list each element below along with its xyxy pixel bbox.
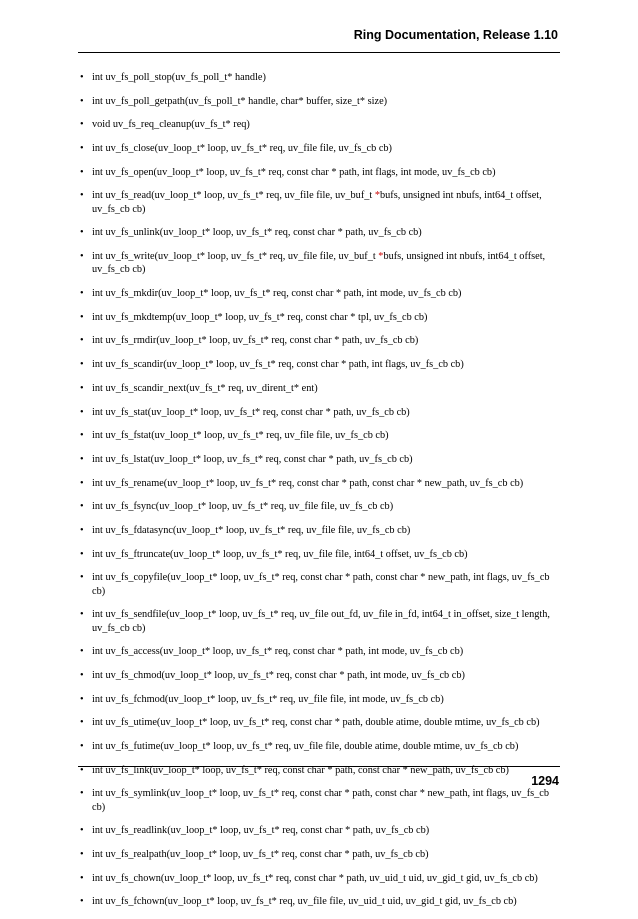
page-number: 1294 — [531, 774, 559, 788]
function-signature-item — [78, 716, 560, 729]
function-signature — [92, 190, 542, 214]
signature-text: int uv_fs_copyfile(uv_loop_t* loop, uv_fs_t* req, const char * path, const char * new_path, int flags, uv_fs_cb cb) — [92, 572, 550, 597]
function-signature — [92, 312, 427, 323]
function-signature-item — [78, 287, 560, 300]
function-signature-item — [78, 571, 560, 598]
signature-text: bufs, unsigned int nbufs, int64_t offset, uv_fs_cb cb) — [92, 251, 546, 276]
function-list — [78, 71, 560, 919]
function-signature — [92, 119, 250, 130]
signature-text: int uv_fs_poll_getpath(uv_fs_poll_t* handle, char* buffer, size_t* size) — [92, 95, 388, 107]
bullet-icon: • — [80, 741, 84, 753]
bullet-icon: • — [80, 95, 84, 107]
bullet-icon: • — [80, 646, 84, 658]
bullet-icon: • — [80, 119, 84, 131]
signature-text: int uv_fs_poll_stop(uv_fs_poll_t* handle) — [92, 72, 266, 83]
signature-text: int uv_fs_access(uv_loop_t* loop, uv_fs_t* req, const char * path, int mode, uv_fs_cb cb) — [92, 646, 464, 658]
function-signature — [92, 849, 429, 860]
signature-text: int uv_fs_write(uv_loop_t* loop, uv_fs_t* req, uv_file file, uv_buf_t — [92, 251, 379, 263]
function-signature — [92, 430, 389, 441]
signature-text: int uv_fs_scandir_next(uv_fs_t* req, uv_dirent_t* ent) — [92, 382, 318, 394]
function-signature — [92, 825, 429, 836]
bullet-icon: • — [80, 548, 84, 560]
function-signature — [92, 227, 422, 238]
function-signature-item — [78, 524, 560, 537]
function-signature — [92, 359, 464, 370]
function-signature-item — [78, 787, 560, 814]
function-signature-item — [78, 406, 560, 419]
function-signature — [92, 96, 387, 107]
bullet-icon: • — [80, 825, 84, 837]
signature-text: void uv_fs_req_cleanup(uv_fs_t* req) — [92, 119, 250, 131]
function-signature — [92, 717, 540, 728]
bullet-icon: • — [80, 335, 84, 347]
signature-text: int uv_fs_close(uv_loop_t* loop, uv_fs_t* req, uv_file file, uv_fs_cb cb) — [92, 143, 392, 155]
bullet-icon: • — [80, 227, 84, 239]
bullet-icon: • — [80, 430, 84, 442]
function-signature — [92, 572, 550, 596]
bullet-icon: • — [80, 717, 84, 729]
bullet-icon: • — [80, 166, 84, 178]
function-signature — [92, 741, 518, 752]
function-signature-item — [78, 500, 560, 513]
bullet-icon: • — [80, 382, 84, 394]
signature-text: int uv_fs_rename(uv_loop_t* loop, uv_fs_t* req, const char * path, const char * new_path, uv_fs_cb cb) — [92, 477, 524, 489]
running-header-title: Ring Documentation, Release 1.10 — [353, 28, 558, 42]
bullet-icon: • — [80, 406, 84, 418]
function-signature — [92, 478, 523, 489]
function-signature — [92, 549, 468, 560]
signature-text: int uv_fs_symlink(uv_loop_t* loop, uv_fs_t* req, const char * path, const char * new_path, int flags, uv_fs_cb cb) — [92, 788, 549, 813]
function-signature-item — [78, 334, 560, 347]
signature-text: int uv_fs_fchown(uv_loop_t* loop, uv_fs_t* req, uv_file file, uv_uid_t uid, uv_gid_t gid, uv_fs_cb cb) — [92, 896, 517, 908]
signature-text: int uv_fs_mkdir(uv_loop_t* loop, uv_fs_t* req, const char * path, int mode, uv_fs_cb cb) — [92, 288, 462, 300]
function-signature — [92, 251, 545, 275]
function-signature-item — [78, 226, 560, 239]
bullet-icon: • — [80, 764, 84, 776]
function-signature-item — [78, 71, 560, 84]
function-signature-item — [78, 142, 560, 155]
signature-text: int uv_fs_fchmod(uv_loop_t* loop, uv_fs_t* req, uv_file file, int mode, uv_fs_cb cb) — [92, 693, 444, 705]
bullet-icon: • — [80, 501, 84, 513]
signature-text: int uv_fs_mkdtemp(uv_loop_t* loop, uv_fs_t* req, const char * tpl, uv_fs_cb cb) — [92, 311, 428, 323]
signature-text: int uv_fs_rmdir(uv_loop_t* loop, uv_fs_t* req, const char * path, uv_fs_cb cb) — [92, 335, 419, 347]
signature-text: int uv_fs_fdatasync(uv_loop_t* loop, uv_fs_t* req, uv_file file, uv_fs_cb cb) — [92, 524, 411, 536]
function-signature-item — [78, 608, 560, 635]
bullet-icon: • — [80, 849, 84, 861]
signature-text: int uv_fs_scandir(uv_loop_t* loop, uv_fs_t* req, const char * path, int flags, uv_fs_cb cb) — [92, 359, 464, 371]
bullet-icon: • — [80, 609, 84, 621]
function-signature-item — [78, 95, 560, 108]
signature-text: int uv_fs_read(uv_loop_t* loop, uv_fs_t* req, uv_file file, uv_buf_t — [92, 190, 375, 202]
signature-text: int uv_fs_ftruncate(uv_loop_t* loop, uv_fs_t* req, uv_file file, int64_t offset, uv_fs_cb cb) — [92, 548, 468, 560]
signature-text: int uv_fs_chown(uv_loop_t* loop, uv_fs_t* req, const char * path, uv_uid_t uid, uv_gid_t gid, uv_fs_cb cb) — [92, 872, 538, 884]
bullet-icon: • — [80, 670, 84, 681]
signature-text: int uv_fs_chmod(uv_loop_t* loop, uv_fs_t* req, const char * path, int mode, uv_fs_cb cb) — [92, 670, 465, 681]
signature-text: int uv_fs_unlink(uv_loop_t* loop, uv_fs_t* req, const char * path, uv_fs_cb cb) — [92, 227, 422, 239]
footer-divider — [78, 766, 560, 767]
function-signature — [92, 288, 462, 299]
bullet-icon: • — [80, 251, 84, 263]
signature-text: int uv_fs_sendfile(uv_loop_t* loop, uv_fs_t* req, uv_file out_fd, uv_file in_fd, int64_t in_offset, size_t length, uv_fs_cb cb) — [92, 609, 550, 634]
function-signature — [92, 694, 444, 705]
function-signature — [92, 896, 517, 907]
signature-text: bufs, unsigned int nbufs, int64_t offset, uv_fs_cb cb) — [92, 190, 542, 215]
function-signature — [92, 407, 410, 418]
function-signature — [92, 646, 463, 657]
function-signature-item — [78, 824, 560, 837]
function-signature-item — [78, 166, 560, 179]
signature-text: int uv_fs_futime(uv_loop_t* loop, uv_fs_t* req, uv_file file, double atime, double mtime, uv_fs_cb cb) — [92, 741, 519, 753]
function-signature-item — [78, 477, 560, 490]
function-signature-item — [78, 548, 560, 561]
bullet-icon: • — [80, 693, 84, 705]
function-signature — [92, 670, 465, 681]
function-signature — [92, 143, 392, 154]
function-signature-item — [78, 118, 560, 131]
function-signature-item — [78, 429, 560, 442]
function-signature-item — [78, 453, 560, 466]
bullet-icon: • — [80, 453, 84, 465]
function-signature-item — [78, 382, 560, 395]
bullet-icon: • — [80, 190, 84, 202]
function-signature — [92, 167, 496, 178]
signature-text: int uv_fs_lstat(uv_loop_t* loop, uv_fs_t* req, const char * path, uv_fs_cb cb) — [92, 453, 413, 465]
header-divider — [78, 52, 560, 53]
signature-text: int uv_fs_readlink(uv_loop_t* loop, uv_fs_t* req, const char * path, uv_fs_cb cb) — [92, 825, 430, 837]
function-signature — [92, 501, 393, 512]
signature-text: int uv_fs_realpath(uv_loop_t* loop, uv_fs_t* req, const char * path, uv_fs_cb cb) — [92, 849, 429, 861]
bullet-icon: • — [80, 72, 84, 83]
function-signature-item — [78, 358, 560, 371]
bullet-icon: • — [80, 572, 84, 584]
function-signature-item — [78, 669, 560, 682]
function-signature-item — [78, 693, 560, 706]
bullet-icon: • — [80, 896, 84, 908]
bullet-icon: • — [80, 477, 84, 489]
bullet-icon: • — [80, 524, 84, 536]
signature-text: int uv_fs_link(uv_loop_t* loop, uv_fs_t* req, const char * path, const char * new_path, uv_fs_cb cb) — [92, 764, 509, 776]
function-signature-item — [78, 872, 560, 885]
function-signature — [92, 383, 318, 394]
function-signature — [92, 525, 410, 536]
function-signature-item — [78, 645, 560, 658]
function-signature-item — [78, 848, 560, 861]
function-signature-item — [78, 250, 560, 277]
bullet-icon: • — [80, 288, 84, 300]
signature-text: int uv_fs_fstat(uv_loop_t* loop, uv_fs_t* req, uv_file file, uv_fs_cb cb) — [92, 430, 389, 442]
signature-text: int uv_fs_utime(uv_loop_t* loop, uv_fs_t* req, const char * path, double atime, double mtime, uv_fs_cb cb) — [92, 717, 540, 729]
function-signature — [92, 788, 549, 812]
function-signature — [92, 873, 538, 884]
function-signature — [92, 72, 266, 83]
highlighted-asterisk: * — [378, 251, 384, 263]
function-signature-item — [78, 895, 560, 908]
signature-text: int uv_fs_fsync(uv_loop_t* loop, uv_fs_t* req, uv_file file, uv_fs_cb cb) — [92, 501, 394, 513]
bullet-icon: • — [80, 143, 84, 155]
bullet-icon: • — [80, 311, 84, 323]
function-signature-item — [78, 740, 560, 753]
function-signature — [92, 454, 413, 465]
highlighted-asterisk: * — [374, 190, 380, 202]
function-signature-item — [78, 189, 560, 216]
function-signature — [92, 609, 550, 633]
function-signature — [92, 335, 418, 346]
bullet-icon: • — [80, 788, 84, 800]
function-signature-item — [78, 311, 560, 324]
bullet-icon: • — [80, 359, 84, 371]
signature-text: int uv_fs_open(uv_loop_t* loop, uv_fs_t* req, const char * path, int flags, int mode, uv_fs_cb cb) — [92, 166, 496, 178]
bullet-icon: • — [80, 872, 84, 884]
signature-text: int uv_fs_stat(uv_loop_t* loop, uv_fs_t* req, const char * path, uv_fs_cb cb) — [92, 406, 410, 418]
